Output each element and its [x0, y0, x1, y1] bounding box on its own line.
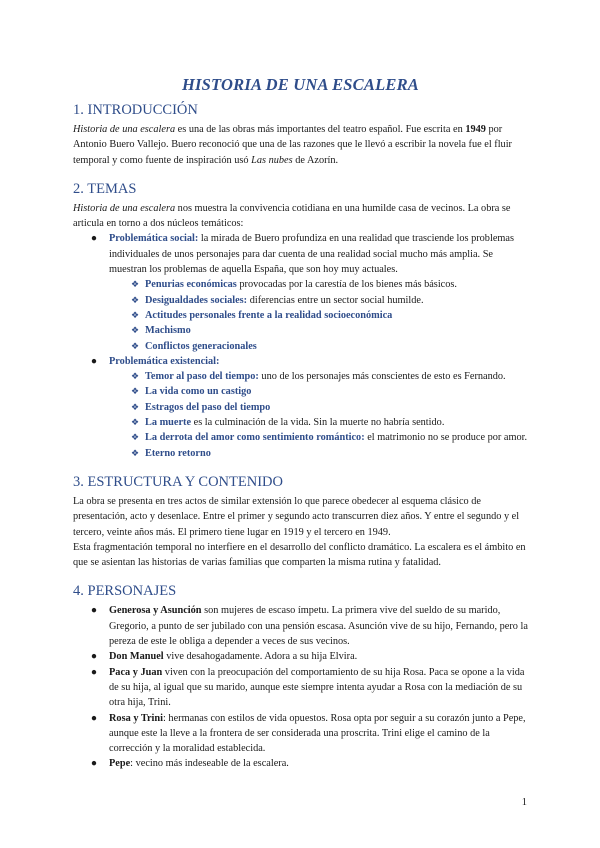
work-title: Historia de una escalera: [73, 124, 176, 135]
section-temas: [73, 180, 528, 461]
sub-list-item: ❖ Desigualdades sociales: diferencias entre un sector social humilde.: [109, 293, 528, 308]
section-heading: 2. TEMAS: [73, 180, 137, 197]
section-paragraph: Historia de una escalera nos muestra la convivencia cotidiana en una humilde casa de vecinos. La obra se articula en torno a dos núcleos temáticos:: [73, 202, 511, 230]
section-introduccion: [73, 101, 528, 168]
sub-list-item: ❖ Estragos del paso del tiempo: [109, 400, 528, 415]
bullet-icon: ●: [90, 233, 98, 245]
diamond-bullet-icon: ❖: [131, 447, 140, 458]
sub-list-item: ❖ Machismo: [109, 323, 528, 338]
diamond-bullet-icon: ❖: [131, 432, 140, 443]
diamond-bullet-icon: ❖: [131, 371, 140, 382]
sub-list-item: ❖ Conflictos generacionales: [109, 339, 528, 354]
bullet-icon: ●: [90, 605, 98, 617]
sub-list-item: ❖ La vida como un castigo: [109, 384, 528, 399]
section-paragraph: Esta fragmentación temporal no interfiere en el desarrollo del conflicto dramático. La escalera es el ámbito en que se asientan las historias de varias familias que comparten la misma rutina y fatalidad.: [73, 541, 526, 569]
sub-list: [109, 277, 528, 353]
sub-list-item: ❖ Eterno retorno: [109, 446, 528, 461]
sub-list-item: ❖ La derrota del amor como sentimiento romántico: el matrimonio no se produce por amor.: [109, 430, 528, 445]
list-item: ● Rosa y Trini: hermanas con estilos de vida opuestos. Rosa opta por seguir a su corazón junto a Pepe, aunque este la lleve a la frontera de ser considerada una proscrita. Trini elige el camino de la corrección y la moralidad establecida.: [90, 712, 526, 755]
bullet-icon: ●: [90, 651, 98, 663]
diamond-bullet-icon: ❖: [131, 401, 140, 412]
section-personajes: [73, 582, 528, 771]
section-estructura: [73, 473, 528, 570]
diamond-bullet-icon: ❖: [131, 386, 140, 397]
section-paragraph: Historia de una escalera es una de las obras más importantes del teatro español. Fue escrita en 1949 por Antonio Buero Vallejo. Buero reconoció que una de las razones que le llevó a escribir la novela fue el fluir temporal y como fuente de inspiración usó Las nubes de Azorín.: [73, 124, 512, 166]
list-item: ● Problemática existencial: ❖ Temor al paso del tiempo: uno de los personajes más conscientes de esto es Fernando. ❖ La vida como un castigo ❖ Estragos del paso del tiempo ❖ La muerte es la culminación de la vida. Sin la muerte no habría sentido. ❖ La derrota del amor como sentimiento romántico: el matrimonio no se produce por amor. ❖ Eterno retorno: [73, 354, 528, 461]
list-item: ● Paca y Juan viven con la preocupación del comportamiento de su hija Rosa. Paca se opone a la vida de su hija, al igual que su marido, aunque este siempre intenta ayudar a Rosa con la mediación de su otra hija, Trini.: [90, 666, 525, 709]
section-heading: 3. ESTRUCTURA Y CONTENIDO: [73, 473, 283, 490]
list-item: ● Generosa y Asunción son mujeres de escaso ímpetu. La primera vive del sueldo de su marido, Gregorio, a punto de ser jubilado con una pensión escasa. Asunción vive de su hijo, Fernando, pero la pereza de este le obliga a depender a veces de sus vecinos.: [90, 605, 528, 648]
work-title: Historia de una escalera: [73, 202, 176, 214]
year: 1949: [465, 124, 486, 135]
bullet-icon: ●: [90, 712, 98, 724]
diamond-bullet-icon: ❖: [131, 417, 140, 428]
page-number: 1: [521, 797, 527, 808]
diamond-bullet-icon: ❖: [131, 340, 140, 351]
section-heading: 4. PERSONAJES: [73, 583, 177, 600]
sub-list-item: ❖ Penurias económicas provocadas por la carestía de los bienes más básicos.: [109, 277, 528, 292]
list-item: ● Don Manuel vive desahogadamente. Adora a su hija Elvira.: [73, 649, 528, 664]
page-content: [73, 75, 528, 784]
sub-list-item: ❖ Temor al paso del tiempo: uno de los personajes más conscientes de esto es Fernando.: [109, 369, 528, 384]
diamond-bullet-icon: ❖: [131, 325, 140, 336]
diamond-bullet-icon: ❖: [131, 309, 140, 320]
sub-list-item: ❖ La muerte es la culminación de la vida. Sin la muerte no habría sentido.: [109, 415, 528, 430]
work-reference: Las nubes: [251, 154, 293, 166]
section-paragraph: La obra se presenta en tres actos de similar extensión lo que parece obedecer al esquema clásico de presentación, acto y desenlace. Entre el primer y segundo acto transcurren diez años. Y entre el segundo y el tercero, veinte años más. El primero tiene lugar en 1919 y el tercero en 1949.: [73, 495, 520, 538]
theme-list: [73, 231, 528, 460]
diamond-bullet-icon: ❖: [131, 279, 140, 290]
character-list: [73, 603, 528, 771]
diamond-bullet-icon: ❖: [131, 294, 140, 305]
bullet-icon: ●: [90, 758, 98, 770]
list-item: ● Problemática social: la mirada de Buero profundiza en una realidad que trasciende los problemas individuales de unos personajes para dar cuenta de una realidad social mucho más amplia. Se muestran los problemas de aquella España, que son hoy muy actuales. ❖ Penurias económicas provocadas por la carestía de los bienes más básicos. ❖ Desigualdades sociales: diferencias entre un sector social humilde. ❖ Actitudes personales frente a la realidad socioeconómica ❖ Machismo ❖ Conflictos generacionales: [73, 231, 528, 353]
list-item: ● Pepe: vecino más indeseable de la escalera.: [73, 756, 528, 771]
sub-list-item: ❖ Actitudes personales frente a la realidad socioeconómica: [109, 308, 528, 323]
document-title: HISTORIA DE UNA ESCALERA: [182, 75, 419, 94]
sub-list: [109, 369, 528, 461]
bullet-icon: ●: [90, 355, 98, 367]
bullet-icon: ●: [90, 666, 98, 678]
section-heading: 1. INTRODUCCIÓN: [73, 102, 198, 118]
